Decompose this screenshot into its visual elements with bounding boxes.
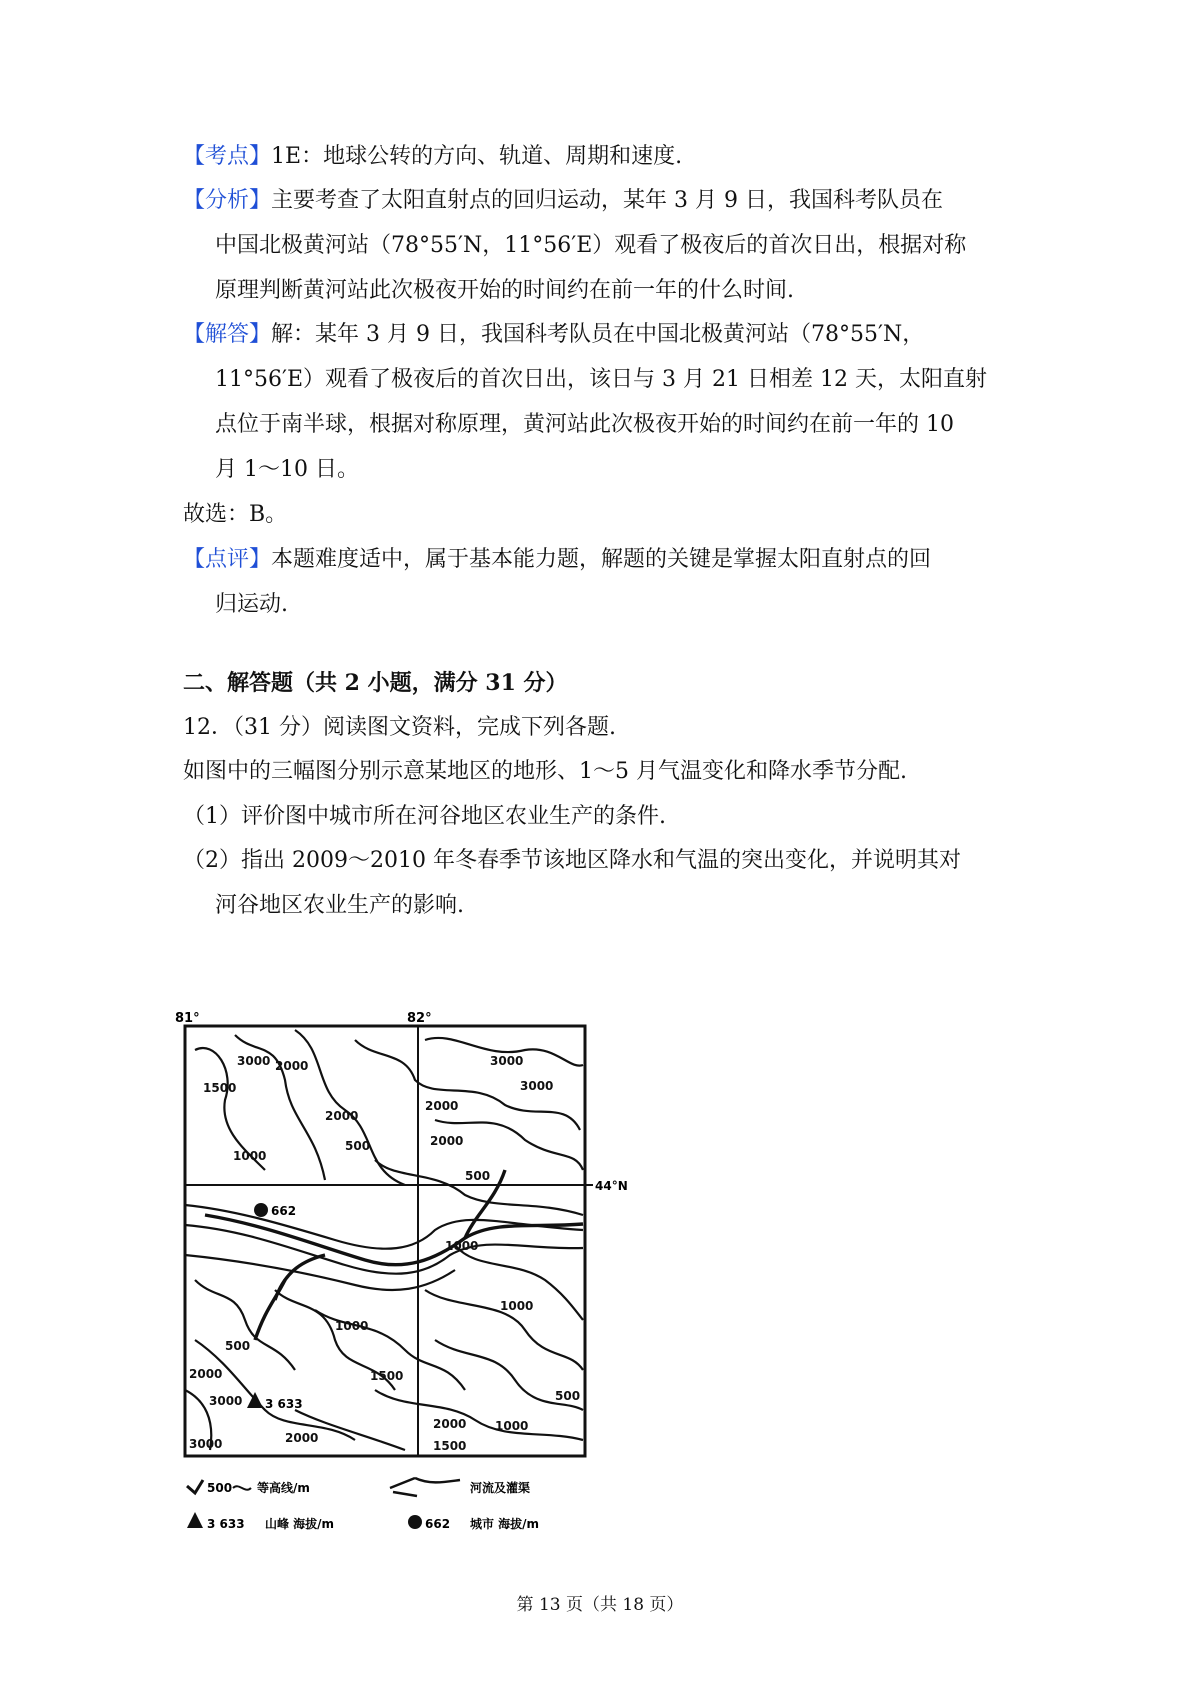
- contour-label: 500: [225, 1339, 251, 1353]
- legend-city-label: 城市 海拔/m: [470, 1517, 540, 1531]
- lon-label-82: 82°: [407, 1011, 432, 1026]
- dianping-tag: 【点评】: [183, 547, 272, 572]
- contour-label: 1500: [203, 1081, 237, 1095]
- contour-label: 1000: [500, 1299, 534, 1313]
- fenxi-line-2: 中国北极黄河站（78°55′N，11°56′E）观看了极夜后的首次日出，根据对称: [215, 233, 967, 258]
- city-marker: [254, 1203, 268, 1217]
- jieda-line-4: 月 1～10 日。: [215, 457, 359, 482]
- dianping-paragraph: [183, 545, 931, 575]
- legend-city-value: 662: [425, 1517, 451, 1531]
- fenxi-line-3: 原理判断黄河站此次极夜开始的时间约在前一年的什么时间.: [215, 278, 794, 303]
- city-elevation: 662: [271, 1204, 297, 1218]
- city-legend-symbol: [408, 1515, 422, 1529]
- fenxi-line-1: 主要考查了太阳直射点的回归运动，某年 3 月 9 日，我国科考队员在: [271, 188, 943, 213]
- contour-label: 1000: [495, 1419, 529, 1433]
- lon-label-81: 81°: [175, 1011, 200, 1026]
- contour-label: 500: [345, 1139, 371, 1153]
- jieda-paragraph: [183, 320, 924, 350]
- peak-elevation: 3 633: [265, 1397, 303, 1411]
- contour-label: 1000: [335, 1319, 369, 1333]
- jieda-line-1: 解：某年 3 月 9 日，我国科考队员在中国北极黄河站（78°55′N，: [271, 322, 925, 347]
- kaodian-paragraph: [183, 142, 682, 172]
- dianping-line-2: 归运动.: [215, 592, 288, 617]
- contour-lines: [185, 1030, 583, 1450]
- lat-label-44n: 44°N: [595, 1179, 628, 1193]
- answer-choice: 故选：B。: [183, 502, 288, 527]
- contour-label: 3000: [237, 1054, 271, 1068]
- contour-label: 1500: [433, 1439, 467, 1453]
- topographic-map: [175, 1010, 655, 1545]
- contour-label: 500: [465, 1169, 491, 1183]
- contour-label: 2000: [275, 1059, 309, 1073]
- contour-label: 1500: [370, 1369, 404, 1383]
- legend-river-label: 河流及灌渠: [470, 1481, 531, 1495]
- question-12-part-2-line-2: 河谷地区农业生产的影响.: [215, 893, 464, 918]
- river-lines: [205, 1170, 583, 1340]
- contour-label: 1000: [233, 1149, 267, 1163]
- jieda-line-2: 11°56′E）观看了极夜后的首次日出，该日与 3 月 21 日相差 12 天，太阳直射: [215, 367, 987, 392]
- kaodian-text: 1E：地球公转的方向、轨道、周期和速度.: [271, 144, 683, 169]
- map-legend: [187, 1478, 539, 1531]
- contour-labels: [189, 1054, 580, 1453]
- contour-label: 2000: [285, 1431, 319, 1445]
- contour-label: 3000: [189, 1437, 223, 1451]
- contour-label: 3000: [490, 1054, 524, 1068]
- contour-legend-line: [233, 1486, 251, 1489]
- contour-label: 2000: [433, 1417, 467, 1431]
- kaodian-tag: 【考点】: [183, 144, 272, 169]
- contour-label: 2000: [425, 1099, 459, 1113]
- page-footer: 第 13 页（共 18 页）: [516, 1595, 684, 1615]
- contour-label: 2000: [189, 1367, 223, 1381]
- legend-peak-value: 3 633: [207, 1517, 245, 1531]
- question-12-description: 如图中的三幅图分别示意某地区的地形、1～5 月气温变化和降水季节分配.: [183, 759, 907, 784]
- jieda-tag: 【解答】: [183, 322, 272, 347]
- contour-label: 500: [555, 1389, 581, 1403]
- river-legend-symbol: [390, 1478, 460, 1496]
- contour-label: 1000: [445, 1239, 479, 1253]
- section-heading: 二、解答题（共 2 小题，满分 31 分）: [183, 670, 568, 696]
- fenxi-paragraph: [183, 186, 943, 216]
- legend-peak-label: 山峰 海拔/m: [265, 1517, 335, 1531]
- contour-legend-symbol: [187, 1480, 203, 1493]
- contour-label: 2000: [325, 1109, 359, 1123]
- contour-label: 3000: [520, 1079, 554, 1093]
- dianping-line-1: 本题难度适中，属于基本能力题，解题的关键是掌握太阳直射点的回: [271, 547, 932, 572]
- fenxi-tag: 【分析】: [183, 188, 272, 213]
- contour-label: 3000: [209, 1394, 243, 1408]
- jieda-line-3: 点位于南半球，根据对称原理，黄河站此次极夜开始的时间约在前一年的 10: [215, 412, 954, 437]
- legend-contour-label: 等高线/m: [257, 1481, 310, 1495]
- question-12-part-2-line-1: （2）指出 2009～2010 年冬春季节该地区降水和气温的突出变化，并说明其对: [183, 848, 961, 873]
- peak-legend-symbol: [187, 1512, 203, 1528]
- question-12-part-1: （1）评价图中城市所在河谷地区农业生产的条件.: [183, 804, 666, 829]
- legend-contour-value: 500: [207, 1481, 233, 1495]
- contour-label: 2000: [430, 1134, 464, 1148]
- question-12-intro: 12．（31 分）阅读图文资料，完成下列各题.: [183, 715, 616, 740]
